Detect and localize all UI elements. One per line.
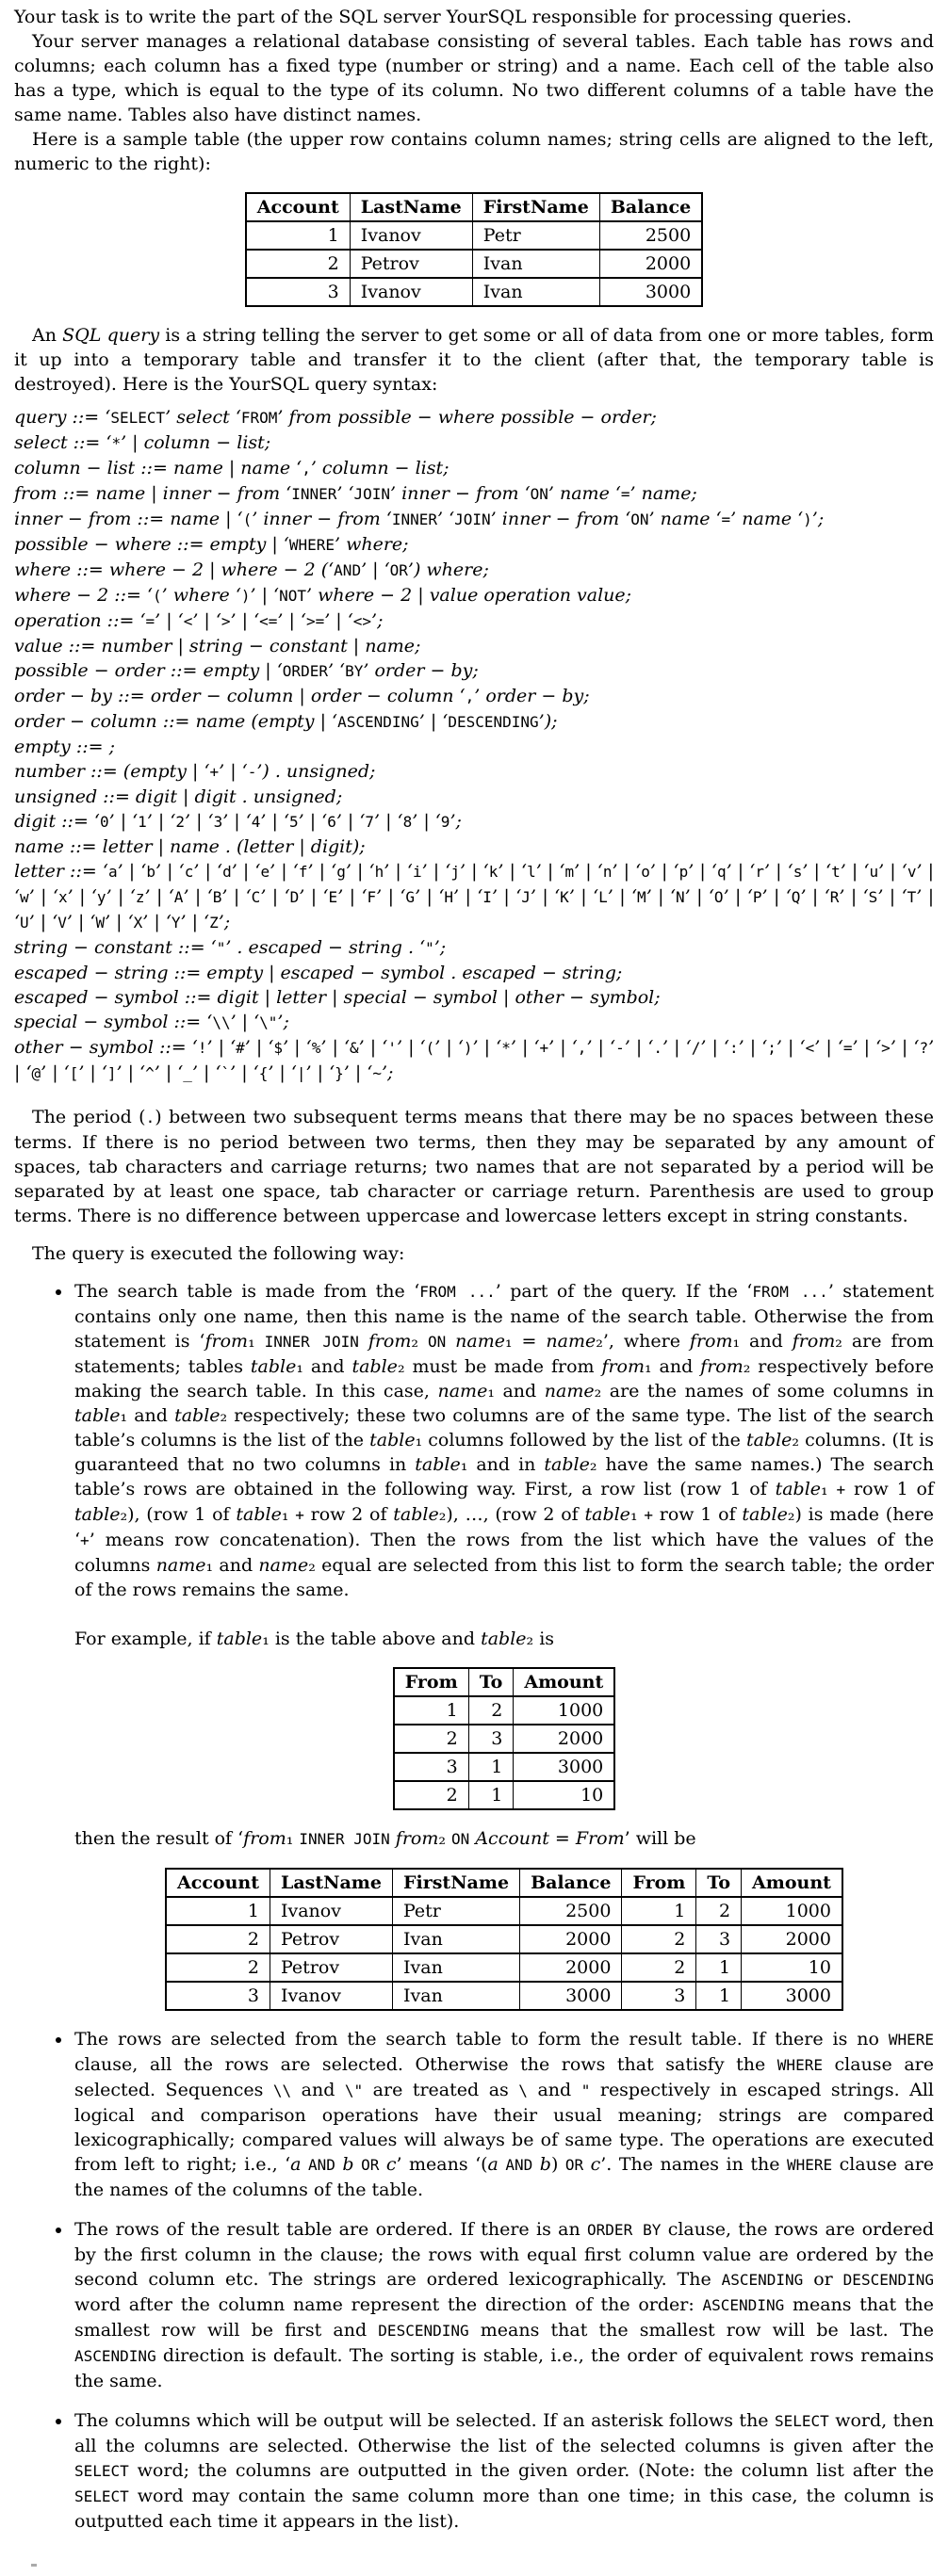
table-row	[246, 250, 702, 278]
table-cell: 2	[166, 1953, 270, 1982]
column-header: LastName	[270, 1869, 392, 1897]
clipped-text-artifact	[31, 2564, 37, 2567]
grammar-line: letter ::= ‘a’ | ‘b’ | ‘c’ | ‘d’ | ‘e’ | ‘f’ | ‘g’ | ‘h’ | ‘i’ | ‘j’ | ‘k’ | ‘l’ | ‘m’ | ‘n’ | ‘o’ | ‘p’ | ‘q’ | ‘r’ | ‘s’ | ‘t’ | ‘u’ | ‘v’ | ‘w’ | ‘x’ | ‘y’ | ‘z’ | ‘A’ | ‘B’ | ‘C’ | ‘D’ | ‘E’ | ‘F’ | ‘G’ | ‘H’ | ‘I’ | ‘J’ | ‘K’ | ‘L’ | ‘M’ | ‘N’ | ‘O’ | ‘P’ | ‘Q’ | ‘R’ | ‘S’ | ‘T’ | ‘U’ | ‘V’ | ‘W’ | ‘X’ | ‘Y’ | ‘Z’;	[14, 861, 935, 932]
execution-step-where	[73, 2027, 934, 2202]
column-header: Account	[166, 1869, 270, 1897]
data-table	[165, 1868, 843, 2011]
table-cell: 1	[394, 1696, 468, 1725]
column-header: FirstName	[472, 193, 599, 221]
table-cell: Petr	[393, 1897, 520, 1925]
join-result-table	[74, 1868, 934, 2011]
table-cell: 2000	[520, 1953, 622, 1982]
execution-step-search-table	[73, 1279, 934, 2011]
table-cell: 1	[246, 221, 350, 250]
table-cell: Ivanov	[270, 1982, 392, 2010]
column-header: To	[468, 1668, 514, 1696]
intro-paragraph-task: Your task is to write the part of the SQL server YourSQL responsible for processing queries.	[14, 7, 852, 27]
table-cell: 2	[166, 1925, 270, 1953]
table-row	[166, 1982, 842, 2010]
table-cell: Petr	[472, 221, 599, 250]
sample-table-intro: Here is a sample table (the upper row contains column names; string cells are aligned to the left, numeric to the right):	[14, 129, 934, 174]
table-cell: Petrov	[270, 1953, 392, 1982]
table-cell: 1	[696, 1982, 742, 2010]
grammar-line: unsigned ::= digit | digit . unsigned;	[14, 786, 343, 807]
table-cell: Ivanov	[350, 221, 472, 250]
table-cell: 2000	[520, 1925, 622, 1953]
grammar-line: escaped − string ::= empty | escaped − symbol . escaped − string;	[14, 963, 623, 983]
grammar-line: value ::= number | string − constant | name;	[14, 636, 421, 656]
grammar-line: number ::= (empty | ‘+’ | ‘-’) . unsigned;	[14, 761, 376, 782]
step-search-table-text: • The search table is made from the ‘FROM ...’ part of the query. If the ‘FROM ...’ statement contains only one name, then this name is the name of the search table. Otherwise the from statement is ‘from₁ INNER JOIN from₂ ON name₁ = name₂’, where from₁ and from₂ are from statements; tables table₁ and table₂ must be made from from₁ and from₂ respectively before making the search table. In this case, name₁ and name₂ are the names of some columns in table₁ and table₂ respectively; these two columns are of the same type. The list of the search table’s columns is the list of the table₁ columns followed by the list of the table₂ columns. (It is guaranteed that no two columns in table₁ and in table₂ have the same names.) The search table’s rows are obtained in the following way. First, a row list (row 1 of table₁ + row 1 of table₂), (row 1 of table₁ + row 2 of table₂), …, (row 2 of table₁ + row 1 of table₂) is made (here ‘+’ means row concatenation). Then the rows from the list which have the values of the columns name₁ and name₂ equal are selected from this list to form the search table; the order of the rows remains the same.	[74, 1281, 935, 1600]
table-cell: 2000	[599, 250, 702, 278]
grammar-line: inner − from ::= name | ‘(’ inner − from ‘INNER’ ‘JOIN’ inner − from ‘ON’ name ‘=’ name ‘)’;	[14, 509, 825, 529]
table-cell: 3000	[520, 1982, 622, 2010]
step-where-text: • The rows are selected from the search table to form the result table. If there is no WHERE clause, all the rows are selected. Otherwise the rows that satisfy the WHERE clause are selected. Sequences \\ and \" are treated as \ and " respectively in escaped strings. All logical and comparison operations have their usual meaning; strings are compared lexicographically; compared values will always be of same type. The operations are executed from left to right; i.e., ‘a AND b OR c’ means ‘(a AND b) OR c’. The names in the WHERE clause are the names of the columns of the table.	[74, 2029, 935, 2200]
grammar-line: operation ::= ‘=’ | ‘<’ | ‘>’ | ‘<=’ | ‘>=’ | ‘<>’;	[14, 610, 384, 631]
table-row	[246, 221, 702, 250]
table-cell: 10	[742, 1953, 842, 1982]
grammar-line: string − constant ::= ‘"’ . escaped − string . ‘"’;	[14, 937, 447, 958]
table-cell: 1	[166, 1897, 270, 1925]
table-row	[166, 1925, 842, 1953]
table-cell: 3	[622, 1982, 696, 2010]
column-header: LastName	[350, 193, 472, 221]
column-header: FirstName	[393, 1869, 520, 1897]
table-header-row	[246, 193, 702, 221]
table-header-row	[394, 1668, 615, 1696]
step-select-columns-text: • The columns which will be output will be selected. If an asterisk follows the SELECT word, then all the columns are selected. Otherwise the list of the selected columns is given after the SELECT word; the columns are outputted in the given order. (Note: the column list after the SELECT word may contain the same column more than one time; in this case, the column is outputted each time it appears in the list).	[74, 2410, 934, 2532]
table-cell: 3000	[514, 1753, 614, 1781]
table-cell: Ivanov	[270, 1897, 392, 1925]
table-cell: 2	[468, 1696, 514, 1725]
step-search-table-result-intro: then the result of ‘from₁ INNER JOIN from₂ ON Account = From’ will be	[74, 1828, 696, 1849]
grammar-line: empty ::= ;	[14, 737, 115, 757]
table-cell: 3000	[599, 278, 702, 306]
column-header: Account	[246, 193, 350, 221]
table-cell: 3	[696, 1925, 742, 1953]
table-cell: 1	[468, 1753, 514, 1781]
execution-step-select-columns	[73, 2408, 934, 2534]
table-cell: 3	[246, 278, 350, 306]
table-cell: 2	[394, 1781, 468, 1809]
grammar-line: special − symbol ::= ‘\\’ | ‘\"’;	[14, 1012, 289, 1032]
execution-steps-list	[14, 1279, 934, 2534]
table-cell: Petrov	[270, 1925, 392, 1953]
column-header: Balance	[599, 193, 702, 221]
grammar-line: order − column ::= name (empty | ‘ASCENDING’ | ‘DESCENDING’);	[14, 711, 558, 732]
execution-intro-paragraph: The query is executed the following way:	[32, 1243, 405, 1264]
table-cell: Ivan	[393, 1953, 520, 1982]
table-cell: 2000	[514, 1725, 614, 1753]
table-cell: 2	[696, 1897, 742, 1925]
grammar-line: where ::= where − 2 | where − 2 (‘AND’ | ‘OR’) where;	[14, 559, 489, 580]
table-cell: 2	[622, 1953, 696, 1982]
grammar-line: from ::= name | inner − from ‘INNER’ ‘JOIN’ inner − from ‘ON’ name ‘=’ name;	[14, 483, 697, 504]
grammar-line: where − 2 ::= ‘(’ where ‘)’ | ‘NOT’ where − 2 | value operation value;	[14, 585, 632, 606]
table-row	[394, 1753, 615, 1781]
column-header: Balance	[520, 1869, 622, 1897]
from-to-table	[74, 1667, 934, 1810]
table-row	[166, 1953, 842, 1982]
execution-step-order-by	[73, 2217, 934, 2393]
grammar-line: query ::= ‘SELECT’ select ‘FROM’ from possible − where possible − order;	[14, 407, 657, 428]
step-search-table-example-intro: For example, if table₁ is the table above and table₂ is	[74, 1628, 555, 1649]
data-table	[245, 192, 703, 307]
table-cell: 1	[468, 1781, 514, 1809]
table-row	[394, 1725, 615, 1753]
table-cell: 1000	[514, 1696, 614, 1725]
table-cell: 2	[394, 1725, 468, 1753]
table-cell: 3	[394, 1753, 468, 1781]
table-cell: 2500	[520, 1897, 622, 1925]
grammar-line: digit ::= ‘0’ | ‘1’ | ‘2’ | ‘3’ | ‘4’ | ‘5’ | ‘6’ | ‘7’ | ‘8’ | ‘9’;	[14, 811, 462, 832]
table-cell: 1000	[742, 1897, 842, 1925]
table-row	[394, 1696, 615, 1725]
table-row	[166, 1897, 842, 1925]
grammar-block	[14, 405, 934, 1086]
column-header: To	[696, 1869, 742, 1897]
table-cell: 10	[514, 1781, 614, 1809]
table-cell: Ivan	[472, 250, 599, 278]
intro-paragraph-database: Your server manages a relational database consisting of several tables. Each table has rows and columns; each column has a fixed type (number or string) and a name. Each cell of the table also has a type, which is equal to the type of its column. No two different columns of a table have the same name. Tables also have distinct names.	[14, 31, 934, 125]
grammar-line: escaped − symbol ::= digit | letter | special − symbol | other − symbol;	[14, 987, 661, 1008]
table-cell: 2	[622, 1925, 696, 1953]
column-header: From	[394, 1668, 468, 1696]
sample-table	[14, 192, 934, 307]
grammar-line: possible − where ::= empty | ‘WHERE’ where;	[14, 534, 409, 555]
table-cell: 1	[696, 1953, 742, 1982]
table-row	[246, 278, 702, 306]
column-header: Amount	[742, 1869, 842, 1897]
table-cell: Petrov	[350, 250, 472, 278]
period-note-paragraph: The period (.) between two subsequent terms means that there may be no spaces between these terms. If there is no period between two terms, then they may be separated by any amount of spaces, tab characters and carriage returns; two names that are not separated by a period will be separated by at least one space, tab character or carriage return. Parenthesis are used to group terms. There is no difference between uppercase and lowercase letters except in string constants.	[14, 1107, 934, 1226]
column-header: Amount	[514, 1668, 614, 1696]
table-cell: 3	[468, 1725, 514, 1753]
grammar-line: possible − order ::= empty | ‘ORDER’ ‘BY’ order − by;	[14, 660, 479, 681]
grammar-line: name ::= letter | name . (letter | digit);	[14, 836, 366, 857]
table-cell: Ivan	[393, 1982, 520, 2010]
grammar-line: column − list ::= name | name ‘,’ column − list;	[14, 458, 449, 478]
table-cell: Ivanov	[350, 278, 472, 306]
table-cell: 3	[166, 1982, 270, 2010]
step-order-by-text: • The rows of the result table are ordered. If there is an ORDER BY clause, the rows are ordered by the first column in the clause; the rows with equal first column value are ordered by the second column etc. The strings are ordered lexicographically. The ASCENDING or DESCENDING word after the column name represent the direction of the order: ASCENDING means that the smallest row will be first and DESCENDING means that the smallest row will be last. The ASCENDING direction is default. The sorting is stable, i.e., the order of equivalent rows remains the same.	[74, 2219, 934, 2391]
data-table	[393, 1667, 616, 1810]
query-definition-paragraph: An SQL query is a string telling the server to get some or all of data from one or more tables, form it up into a temporary table and transfer it to the client (after that, the temporary table is destroyed). Here is the YourSQL query syntax:	[14, 325, 934, 395]
grammar-line: other − symbol ::= ‘!’ | ‘#’ | ‘$’ | ‘%’ | ‘&’ | ‘'’ | ‘(’ | ‘)’ | ‘*’ | ‘+’ | ‘,’ | ‘-’ | ‘.’ | ‘/’ | ‘:’ | ‘;’ | ‘<’ | ‘=’ | ‘>’ | ‘?’ | ‘@’ | ‘[’ | ‘]’ | ‘^’ | ‘_’ | ‘`’ | ‘{’ | ‘|’ | ‘}’ | ‘~’;	[14, 1037, 935, 1083]
table-cell: 2000	[742, 1925, 842, 1953]
grammar-line: order − by ::= order − column | order − column ‘,’ order − by;	[14, 686, 590, 706]
table-header-row	[166, 1869, 842, 1897]
grammar-line: select ::= ‘*’ | column − list;	[14, 432, 271, 453]
table-cell: 2500	[599, 221, 702, 250]
table-cell: Ivan	[393, 1925, 520, 1953]
column-header: From	[622, 1869, 696, 1897]
table-cell: Ivan	[472, 278, 599, 306]
table-cell: 2	[246, 250, 350, 278]
table-cell: 3000	[742, 1982, 842, 2010]
table-cell: 1	[622, 1897, 696, 1925]
table-row	[394, 1781, 615, 1809]
